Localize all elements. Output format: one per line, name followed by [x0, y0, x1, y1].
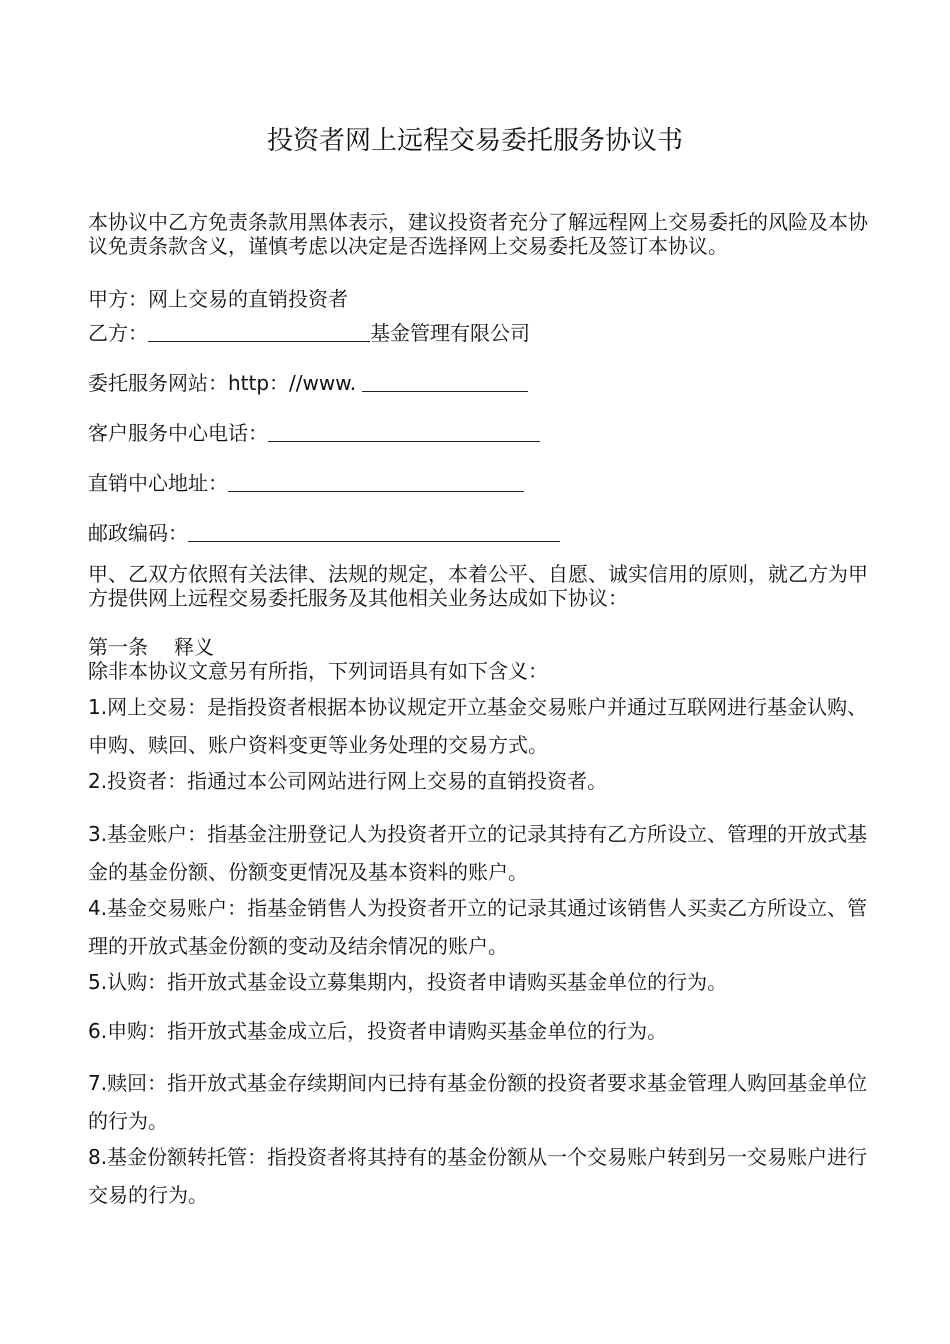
intro-paragraph: 本协议中乙方免责条款用黑体表示，建议投资者充分了解远程网上交易委托的风险及本协议免责条款含义，谨慎考虑以决定是否选择网上交易委托及签订本协议。	[88, 210, 868, 258]
definition-number: 7.	[88, 1071, 108, 1095]
address-line	[88, 468, 868, 498]
party-b-label: 乙方：	[88, 321, 148, 345]
website-value: http：//www.	[228, 371, 357, 395]
definition-item	[88, 815, 868, 891]
definition-item	[88, 1138, 868, 1214]
definition-text: 基金交易账户：指基金销售人为投资者开立的记录其通过该销售人买卖乙方所设立、管理的开放式基金份额的变动及结余情况的账户。	[88, 896, 868, 958]
postal-blank	[188, 521, 560, 542]
website-line	[88, 368, 868, 398]
definition-item	[88, 762, 868, 800]
phone-blank	[268, 421, 540, 442]
party-a-line: 甲方：网上交易的直销投资者	[88, 287, 348, 311]
party-b-blank	[148, 321, 370, 342]
definition-number: 1.	[88, 695, 108, 719]
definition-text: 网上交易：是指投资者根据本协议规定开立基金交易账户并通过互联网进行基金认购、申购、赎回、账户资料变更等业务处理的交易方式。	[88, 695, 868, 757]
postal-label: 邮政编码：	[88, 521, 188, 545]
definition-number: 6.	[88, 1019, 108, 1043]
definition-item	[88, 1012, 868, 1050]
definition-text: 认购：指开放式基金设立募集期内，投资者申请购买基金单位的行为。	[107, 970, 728, 994]
definition-number: 8.	[88, 1145, 108, 1169]
website-blank	[362, 371, 528, 392]
phone-label: 客户服务中心电话：	[88, 421, 268, 445]
article-number: 第一条	[88, 635, 148, 659]
definition-number: 5.	[88, 970, 108, 994]
party-b-suffix: 基金管理有限公司	[370, 321, 530, 345]
definition-number: 3.	[88, 822, 108, 846]
definitions-intro: 除非本协议文意另有所指，下列词语具有如下含义：	[88, 659, 548, 683]
definition-item	[88, 1064, 868, 1140]
website-label: 委托服务网站：	[88, 371, 228, 395]
definition-number: 2.	[88, 769, 108, 793]
definition-item	[88, 963, 868, 1001]
definition-text: 投资者：指通过本公司网站进行网上交易的直销投资者。	[107, 769, 608, 793]
party-b-line	[88, 318, 868, 348]
document-title: 投资者网上远程交易委托服务协议书	[266, 126, 683, 156]
definition-text: 基金账户：指基金注册登记人为投资者开立的记录其持有乙方所设立、管理的开放式基金的基金份额、份额变更情况及基本资料的账户。	[88, 822, 868, 884]
article-name: 释义	[174, 635, 214, 659]
postal-line	[88, 518, 868, 548]
definition-number: 4.	[88, 896, 108, 920]
definition-text: 申购：指开放式基金成立后，投资者申请购买基金单位的行为。	[107, 1019, 668, 1043]
definition-item	[88, 889, 868, 965]
preamble-paragraph: 甲、乙双方依照有关法律、法规的规定，本着公平、自愿、诚实信用的原则，就乙方为甲方提供网上远程交易委托服务及其他相关业务达成如下协议：	[88, 562, 868, 610]
definition-item	[88, 688, 868, 764]
definition-text: 赎回：指开放式基金存续期间内已持有基金份额的投资者要求基金管理人购回基金单位的行为。	[88, 1071, 868, 1133]
address-label: 直销中心地址：	[88, 471, 228, 495]
address-blank	[228, 471, 524, 492]
definition-text: 基金份额转托管：指投资者将其持有的基金份额从一个交易账户转到另一交易账户进行交易的行为。	[88, 1145, 868, 1207]
phone-line	[88, 418, 868, 448]
